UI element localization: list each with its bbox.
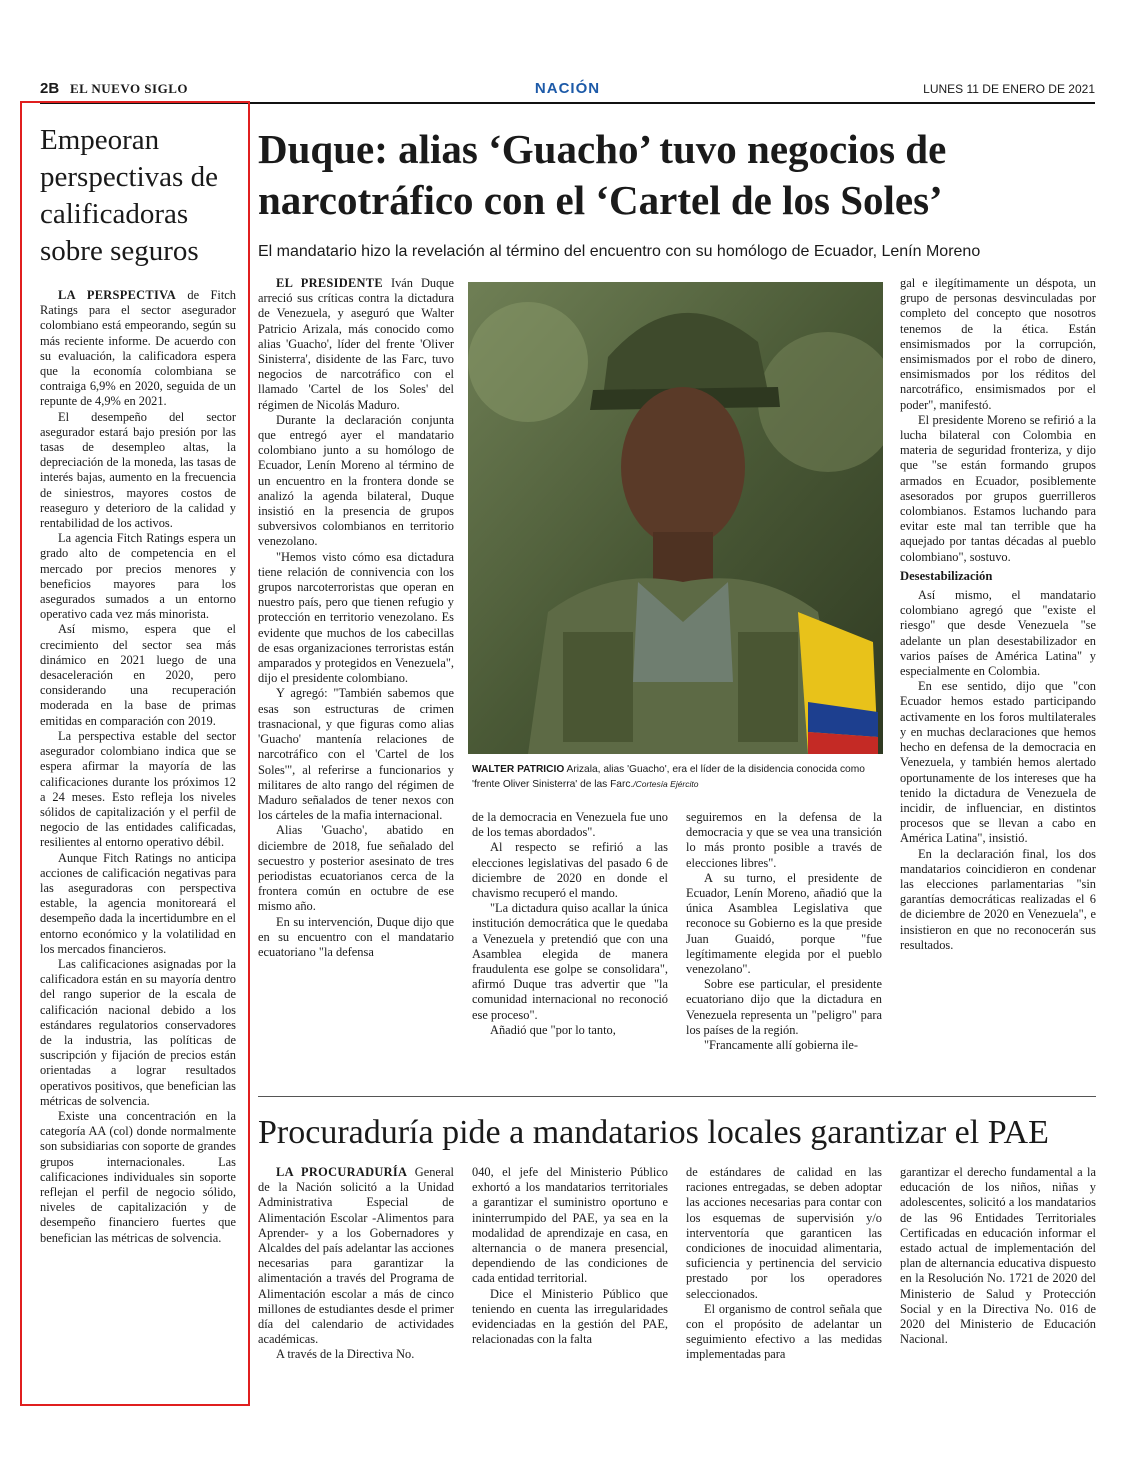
pae-headline: Procuraduría pide a mandatarios locales garantizar el PAE xyxy=(258,1114,1049,1151)
paragraph: "La dictadura quiso acallar la única institución democrática que le quedaba a Venezuela y pretendió que con una Asamblea elegida de manera fraudulenta ese golpe se consolidara", afirmó Duque tras advertir que "la comunidad internacional no reconoció ese proceso". xyxy=(472,901,668,1022)
paragraph: El presidente Moreno se refirió a la lucha bilateral con Colombia en materia de seguridad fronteriza, y dijo que "se están formando grupos armados en Ecuador, posiblemente asesorados por grupos guerrilleros colombianos. Estamos luchando para evitar este mal tan terrible que ha aquejado por tantas décadas al pueblo colombiano", sostuvo. xyxy=(900,412,1096,564)
paragraph: 040, el jefe del Ministerio Público exhortó a los mandatarios territoriales a garantizar el suministro oportuno e ininterrumpido del PAE, ya sea en la modalidad de aprendizaje en casa, en alternancia o de manera presencial, dependiendo de las condiciones de cada entidad territorial. xyxy=(472,1165,668,1286)
photo-credit: /Cortesía Ejército xyxy=(633,779,699,789)
paragraph: Dice el Ministerio Público que teniendo en cuenta las irregularidades evidenciadas en la gestión del PAE, relacionadas con la falta xyxy=(472,1286,668,1347)
paragraph: Existe una concentración en la categoría AA (col) donde normalmente son subsidiarias con soporte de grandes grupos internacionales. Las calificaciones individuales sin soporte reflejan el perfil de negocio sólido, niveles de capitalización y de desempeño financiero fuertes que benefician las métricas de solvencia. xyxy=(40,1108,236,1245)
paragraph: "Francamente allí gobierna ile- xyxy=(704,1038,859,1053)
paragraph: Añadió que "por lo tanto, xyxy=(490,1022,616,1037)
lead-word: EL PRESIDENTE xyxy=(276,276,383,290)
paragraph: LA PROCURADURÍA General de la Nación solicitó a la Unidad Administrativa Especial de Alimentación Escolar -Alimentos para Aprender- y a los Gobernadores y Alcaldes del país adelantar las acciones necesarias para garantizar la alimentación a través del Programa de Alimentación escolar a más de cinco millones de estudiantes desde el primer día del calendario de actividades académicas. xyxy=(258,1165,454,1347)
photo-caption xyxy=(472,763,882,792)
pae-column-1 xyxy=(258,1165,454,1363)
paragraph: de estándares de calidad en las raciones entregadas, se deben adoptar las acciones necesarias para contar con los esquemas de supervisión y/o interventoría que garanticen las condiciones de inocuidad alimentaria, suficiencia y pertinencia del servicio prestado por los operadores seleccionados. xyxy=(686,1165,882,1301)
paragraph: La perspectiva estable del sector asegurador colombiano indica que se espera afirmar la mayoría de las calificaciones durante los próximos 12 a 24 meses. Esto refleja los niveles sólidos de capitalización y el perfil de negocio de las entidades calificadas, resilientes al entorno operativo débil. xyxy=(40,728,236,850)
subheading: Desestabilización xyxy=(900,568,993,583)
main-column-2 xyxy=(472,810,668,1038)
page-number: 2B xyxy=(40,80,60,97)
paragraph: En ese sentido, dijo que "con Ecuador hemos estado participando activamente en los foros multilaterales y en muchas declaraciones que hemos hecho en defensa de la democracia en Venezuela, y también hemos alertado oportunamente de los intereses que ha tenido la dictadura de Venezuela de incidir, de influenciar, en distintos procesos que se llevan a cabo en América Latina", insistió. xyxy=(900,679,1096,846)
paragraph: Las calificaciones asignadas por la calificadora están en su mayoría dentro del rango superior de la escala de calificación nacional debido a los estándares regulatorios conservadores de la industria, las políticas de suscripción y fijación de precios están orientadas a lograr resultados operativos positivos, que benefician las métricas de solvencia. xyxy=(40,956,236,1108)
paragraph: Así mismo, el mandatario colombiano agregó que "existe el riesgo" que desde Venezuela "se adelante un plan desestabilizador en varios países de América Latina" y especialmente en Colombia. xyxy=(900,588,1096,679)
paragraph: de la democracia en Venezuela fue uno de los temas abordados". xyxy=(472,810,668,840)
main-subheadline: El mandatario hizo la revelación al término del encuentro con su homólogo de Ecuador, Lenín Moreno xyxy=(258,243,981,260)
paragraph: garantizar el derecho fundamental a la educación de los niños, niñas y adolescentes, solicitó a los mandatarios de las 96 Entidades Territoriales Certificadas en educación informar el estado actual de implementación del plan de alternancia educativa dispuesto en la Resolución No. 1721 de 2020 del Ministerio de Salud y Protección Social y en la Directiva No. 016 de 2020 del Ministerio de Educación Nacional. xyxy=(900,1165,1096,1347)
issue-date: LUNES 11 DE ENERO DE 2021 xyxy=(923,82,1095,96)
paragraph: LA PERSPECTIVA de Fitch Ratings para el sector asegurador colombiano está empeorando, según su más reciente informe. De acuerdo con su evaluación, la calificadora espera que la economía colombiana se contraiga 6,9% en 2020, seguida de un repunte de 4,9% en 2021. xyxy=(40,288,236,409)
newspaper-name: EL NUEVO SIGLO xyxy=(70,81,188,96)
paragraph: Al respecto se refirió a las elecciones legislativas del pasado 6 de diciembre de 2020 en donde el chavismo recuperó el mando. xyxy=(472,840,668,901)
paragraph: A su turno, el presidente de Ecuador, Lenín Moreno, añadió que la única Asamblea Legislativa que reconoce su Gobierno es la que preside Juan Guaidó, porque "fue legítimamente elegida por el pueblo venezolano". xyxy=(686,870,882,977)
paragraph: A través de la Directiva No. xyxy=(276,1347,415,1362)
paragraph: seguiremos en la defensa de la democracia y que se vea una transición lo más pronto posible a través de elecciones libres". xyxy=(686,810,882,870)
paragraph: Aunque Fitch Ratings no anticipa acciones de calificación negativas para las aseguradoras con perspectiva estable, la agencia monitoreará el desempeño dada la incertidumbre en el entorno económico y la volatilidad en los mercados financieros. xyxy=(40,850,236,956)
pae-column-4 xyxy=(900,1165,1096,1347)
article-divider xyxy=(258,1096,1096,1097)
paragraph: Sobre ese particular, el presidente ecuatoriano dijo que la dictadura en Venezuela representa un "peligro" para los países de la región. xyxy=(686,977,882,1037)
paragraph: "Hemos visto cómo esa dictadura tiene relación de connivencia con los grupos narcoterroristas que operan en nuestro país, pero que tienen refugio y protección en territorio venezolano. Es evidente que muchos de los cabecillas de esas organizaciones terroristas están amparados y protegidos en Venezuela", dijo el presidente colombiano. xyxy=(258,549,454,686)
caption-lead: WALTER PATRICIO xyxy=(472,764,565,775)
article-photo xyxy=(468,282,883,754)
paragraph: En la declaración final, los dos mandatarios coincidieron en condenar las elecciones parlamentarias "sin garantías democráticas realizadas el 6 de diciembre de 2020 en Venezuela", e insistieron en que no reconocerán sus resultados. xyxy=(900,846,1096,952)
paragraph: Y agregó: "También sabemos que esas son estructuras de crimen trasnacional, y que figuras como alias 'Guacho' mantenía relaciones de narcotráfico con el 'Cartel de los Soles'", al referirse a funcionarios y militares de alto rango del régimen de Maduro señalados de tener nexos con los cárteles de la mafia internacional. xyxy=(258,686,454,823)
soldier-portrait-illustration xyxy=(468,282,883,754)
pae-column-2 xyxy=(472,1165,668,1347)
paragraph: En su intervención, Duque dijo que en su encuentro con el mandatario ecuatoriano "la defensa xyxy=(258,914,454,959)
lead-word: LA PROCURADURÍA xyxy=(276,1165,408,1179)
sidebar-headline: Empeoran perspectivas de calificadoras sobre seguros xyxy=(40,124,218,267)
paragraph: Alias 'Guacho', abatido en diciembre de 2018, fue señalado del secuestro y posterior asesinato de tres periodistas ecuatorianos cerca de la frontera común en octubre de ese mismo año. xyxy=(258,823,454,914)
paragraph: La agencia Fitch Ratings espera un grado alto de competencia en el mercado por precios menores y beneficios mayores para los asegurados sumados a un entorno operativo cada vez más minorista. xyxy=(40,531,236,622)
main-headline: Duque: alias ‘Guacho’ tuvo negocios de narcotráfico con el ‘Cartel de los Soles’ xyxy=(258,126,947,223)
paragraph: El desempeño del sector asegurador estará bajo presión por las tasas de desempleo altas, la depreciación de la moneda, las tasas de interés bajas, aumento en la frecuencia de siniestros, mayores costos de reaseguro y deterioro de la calidad y rentabilidad de los activos. xyxy=(40,409,236,531)
paragraph: El organismo de control señala que con el propósito de adelantar un seguimiento efectivo a las medidas implementadas para xyxy=(686,1301,882,1362)
main-column-4 xyxy=(900,276,1096,953)
paragraph: Así mismo, espera que el crecimiento del sector sea más dinámico en 2021 luego de una desaceleración en 2020, pero considerando una recuperación moderada en la base de primas emitidas en comparación con 2019. xyxy=(40,622,236,728)
caption-text: Arizala, alias 'Guacho', era el líder de la disidencia conocida como 'frente Oliver Sinisterra' de las Farc. xyxy=(472,764,865,790)
main-column-1 xyxy=(258,276,454,960)
paragraph: EL PRESIDENTE Iván Duque arreció sus críticas contra la dictadura de Venezuela, y aseguró que Walter Patricio Arizala, más conocido como alias 'Guacho', líder del frente 'Oliver Sinisterra', disidente de las Farc, tuvo negocios de narcotráfico con el llamado 'Cartel de los Soles' del régimen de Nicolás Maduro. xyxy=(258,276,454,412)
paragraph: gal e ilegítimamente un déspota, un grupo de personas desvinculadas por completo del concepto que nosotros tenemos de la ética. Están ensimismados por la corrupción, ensimismados por el robo de dinero, ensimismados por los réditos del narcotráfico, ensimismados por el poder", manifestó. xyxy=(900,276,1096,412)
paragraph: Durante la declaración conjunta que entregó ayer el mandatario colombiano junto a su homólogo de Ecuador, Lenín Moreno al término de un encuentro en la frontera donde se analizó la agenda bilateral, Duque insistió en la presencia de grupos subversivos colombianos en territorio venezolano. xyxy=(258,412,454,549)
main-column-3 xyxy=(686,810,882,1053)
pae-column-3 xyxy=(686,1165,882,1363)
section-name: NACIÓN xyxy=(534,80,601,97)
lead-word: LA PERSPECTIVA xyxy=(58,288,176,302)
sidebar-article-body xyxy=(40,288,236,1246)
